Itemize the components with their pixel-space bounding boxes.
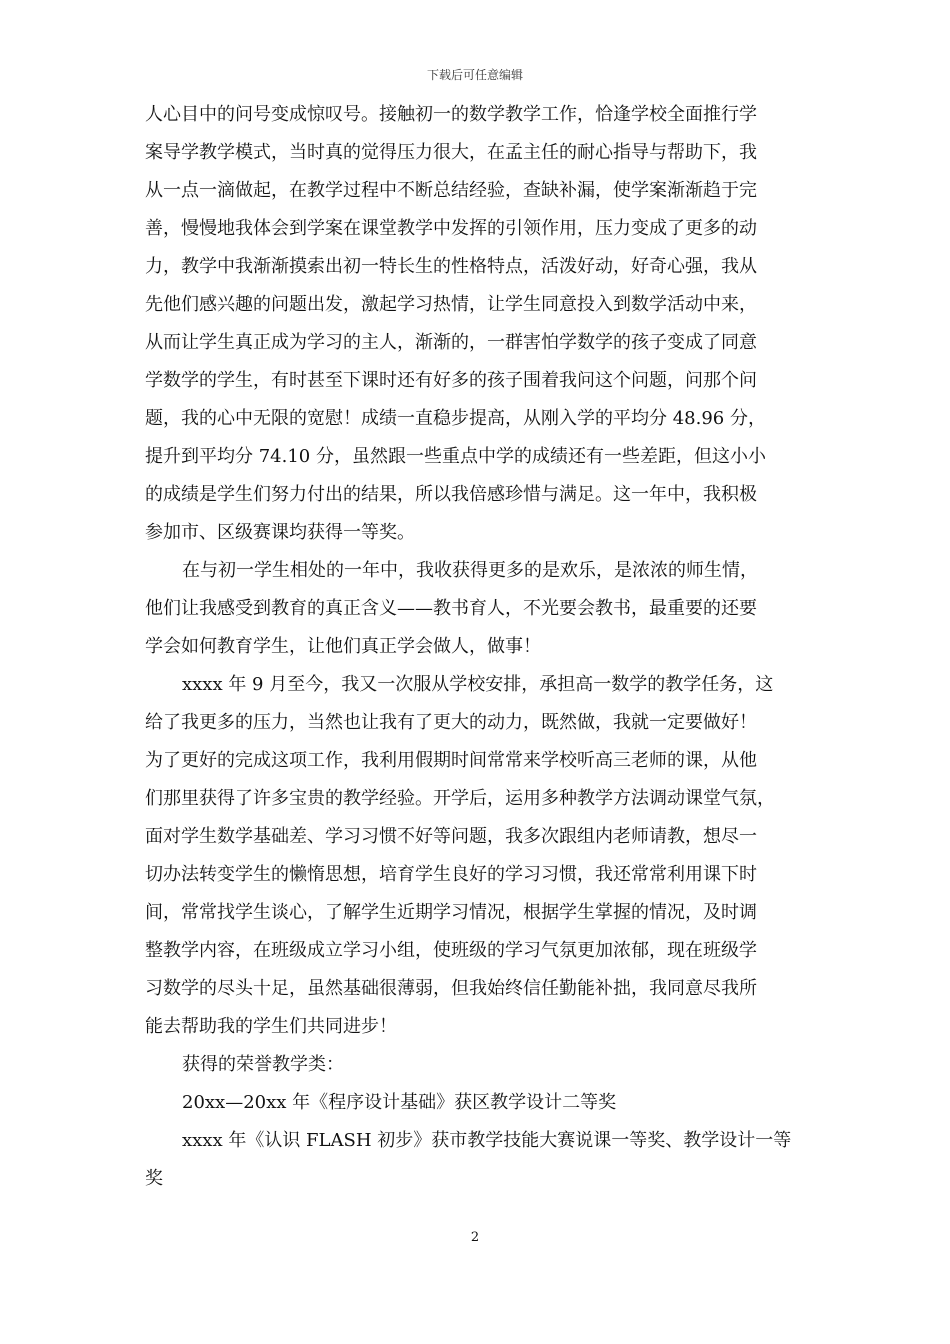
text-line: 面对学生数学基础差、学习习惯不好等问题，我多次跟组内老师请教，想尽一 bbox=[145, 826, 757, 847]
text-line: 从而让学生真正成为学习的主人，渐渐的，一群害怕学数学的孩子变成了同意 bbox=[145, 332, 757, 353]
text-line: 奖 bbox=[145, 1168, 163, 1189]
text-line: 获得的荣誉教学类： bbox=[182, 1054, 344, 1075]
text-line: 为了更好的完成这项工作，我利用假期时间常常来学校听高三老师的课，从他 bbox=[145, 750, 757, 771]
page-number: 2 bbox=[470, 1230, 480, 1245]
text-line: 学数学的学生，有时甚至下课时还有好多的孩子围着我问这个问题，问那个问 bbox=[145, 370, 757, 391]
text-line: 人心目中的问号变成惊叹号。接触初一的数学教学工作，恰逢学校全面推行学 bbox=[145, 104, 757, 125]
text-line: xxxx 年 9 月至今，我又一次服从学校安排，承担高一数学的教学任务，这 bbox=[182, 674, 774, 695]
text-line: 切办法转变学生的懒惰思想，培育学生良好的学习习惯，我还常常利用课下时 bbox=[145, 864, 757, 885]
text-line: xxxx 年《认识 FLASH 初步》获市教学技能大赛说课一等奖、教学设计一等 bbox=[182, 1130, 792, 1151]
text-line: 先他们感兴趣的问题出发，激起学习热情，让学生同意投入到数学活动中来， bbox=[145, 294, 757, 315]
text-line: 提升到平均分 74.10 分，虽然跟一些重点中学的成绩还有一些差距，但这小小 bbox=[145, 446, 766, 467]
text-line: 从一点一滴做起，在教学过程中不断总结经验，查缺补漏，使学案渐渐趋于完 bbox=[145, 180, 757, 201]
text-line: 他们让我感受到教育的真正含义——教书育人，不光要会教书，最重要的还要 bbox=[145, 598, 757, 619]
text-line: 在与初一学生相处的一年中，我收获得更多的是欢乐，是浓浓的师生情， bbox=[182, 560, 758, 581]
text-line: 20xx—20xx 年《程序设计基础》获区教学设计二等奖 bbox=[182, 1092, 617, 1113]
page-header: 下载后可任意编辑 bbox=[426, 68, 523, 82]
text-line: 案导学教学模式，当时真的觉得压力很大，在孟主任的耐心指导与帮助下，我 bbox=[145, 142, 757, 163]
text-line: 给了我更多的压力，当然也让我有了更大的动力，既然做，我就一定要做好！ bbox=[145, 712, 757, 733]
text-line: 整教学内容，在班级成立学习小组，使班级的学习气氛更加浓郁，现在班级学 bbox=[145, 940, 757, 961]
text-line: 间，常常找学生谈心，了解学生近期学习情况，根据学生掌握的情况，及时调 bbox=[145, 902, 757, 923]
document-body bbox=[145, 96, 810, 1198]
text-line: 们那里获得了许多宝贵的教学经验。开学后，运用多种教学方法调动课堂气氛， bbox=[145, 788, 775, 809]
text-line: 学会如何教育学生，让他们真正学会做人，做事！ bbox=[145, 636, 541, 657]
text-line: 善，慢慢地我体会到学案在课堂教学中发挥的引领作用，压力变成了更多的动 bbox=[145, 218, 757, 239]
text-line: 习数学的尽头十足，虽然基础很薄弱，但我始终信任勤能补拙，我同意尽我所 bbox=[145, 978, 757, 999]
text-line: 能去帮助我的学生们共同进步！ bbox=[145, 1016, 397, 1037]
text-line: 参加市、区级赛课均获得一等奖。 bbox=[145, 522, 415, 543]
text-line: 题，我的心中无限的宽慰！成绩一直稳步提高，从刚入学的平均分 48.96 分， bbox=[145, 408, 766, 429]
text-line: 力，教学中我渐渐摸索出初一特长生的性格特点，活泼好动，好奇心强，我从 bbox=[145, 256, 757, 277]
text-line: 的成绩是学生们努力付出的结果，所以我倍感珍惜与满足。这一年中，我积极 bbox=[145, 484, 757, 505]
